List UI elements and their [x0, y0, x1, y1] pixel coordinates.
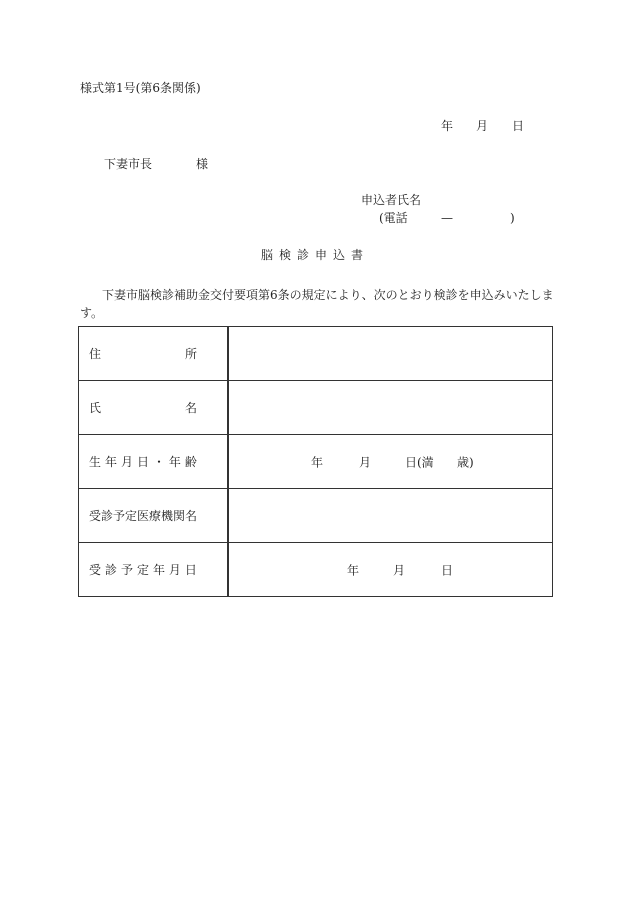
institution-field[interactable] — [228, 489, 553, 543]
name-label-cell — [79, 381, 229, 435]
exam-month-mark: 月 — [393, 563, 406, 577]
address-label — [89, 345, 197, 362]
application-table — [78, 326, 553, 597]
date-day-mark: 日 — [512, 119, 525, 133]
date-month-mark: 月 — [476, 119, 489, 133]
form-number: 様式第1号(第6条関係) — [80, 81, 201, 95]
birthdate-age-label — [89, 453, 197, 470]
label-char: 年 — [152, 563, 165, 577]
birthdate-label-cell — [79, 435, 229, 489]
label-char: 名 — [184, 401, 197, 415]
table-row-birthdate — [79, 435, 553, 489]
phone-label: (電話 — [379, 211, 408, 225]
label-char: 定 — [136, 563, 149, 577]
addressee-name: 下妻市長 — [104, 157, 153, 171]
label-char: 月 — [120, 455, 133, 469]
label-char: 日 — [136, 455, 149, 469]
label-char: 所 — [184, 347, 197, 361]
birth-day-age-mark: 日(満 — [405, 455, 434, 469]
label-char: 予 — [120, 563, 133, 577]
name-label — [89, 399, 197, 416]
table-row-institution — [79, 489, 553, 543]
exam-day-mark: 日 — [441, 563, 454, 577]
age-close-mark: 歳) — [457, 455, 474, 469]
label-char: 生 — [89, 455, 102, 469]
label-char: 氏 — [89, 401, 102, 415]
phone-close-paren: ) — [510, 211, 515, 225]
institution-label-cell — [79, 489, 229, 543]
label-char: 診 — [104, 563, 117, 577]
label-char: 住 — [89, 347, 102, 361]
institution-label: 受診予定医療機関名 — [89, 509, 198, 523]
phone-dash: — — [441, 211, 453, 225]
table-row-address — [79, 327, 553, 381]
body-text: 下妻市脳検診補助金交付要項第6条の規定により、次のとおり検診を申込みいたします。 — [80, 288, 554, 320]
address-label-cell — [79, 327, 229, 381]
label-char: 年 — [168, 455, 181, 469]
address-field[interactable] — [228, 327, 553, 381]
birthdate-age-field[interactable] — [228, 435, 553, 489]
date-year-mark: 年 — [441, 119, 454, 133]
label-char: 年 — [104, 455, 117, 469]
addressee-honorific: 様 — [196, 157, 209, 171]
label-char: ・ — [152, 455, 165, 469]
table-row-name — [79, 381, 553, 435]
birth-year-mark: 年 — [311, 455, 324, 469]
birth-month-mark: 月 — [359, 455, 372, 469]
exam-year-mark: 年 — [347, 563, 360, 577]
label-char: 日 — [184, 563, 197, 577]
applicant-name-label: 申込者氏名 — [361, 193, 422, 207]
exam-date-label-cell — [79, 543, 229, 597]
exam-date-field[interactable] — [228, 543, 553, 597]
name-field[interactable] — [228, 381, 553, 435]
label-char: 受 — [89, 563, 102, 577]
label-char: 齢 — [184, 455, 197, 469]
document-title: 脳検診申込書 — [260, 248, 369, 262]
label-char: 月 — [168, 563, 181, 577]
exam-date-label — [89, 561, 197, 578]
table-row-exam-date — [79, 543, 553, 597]
